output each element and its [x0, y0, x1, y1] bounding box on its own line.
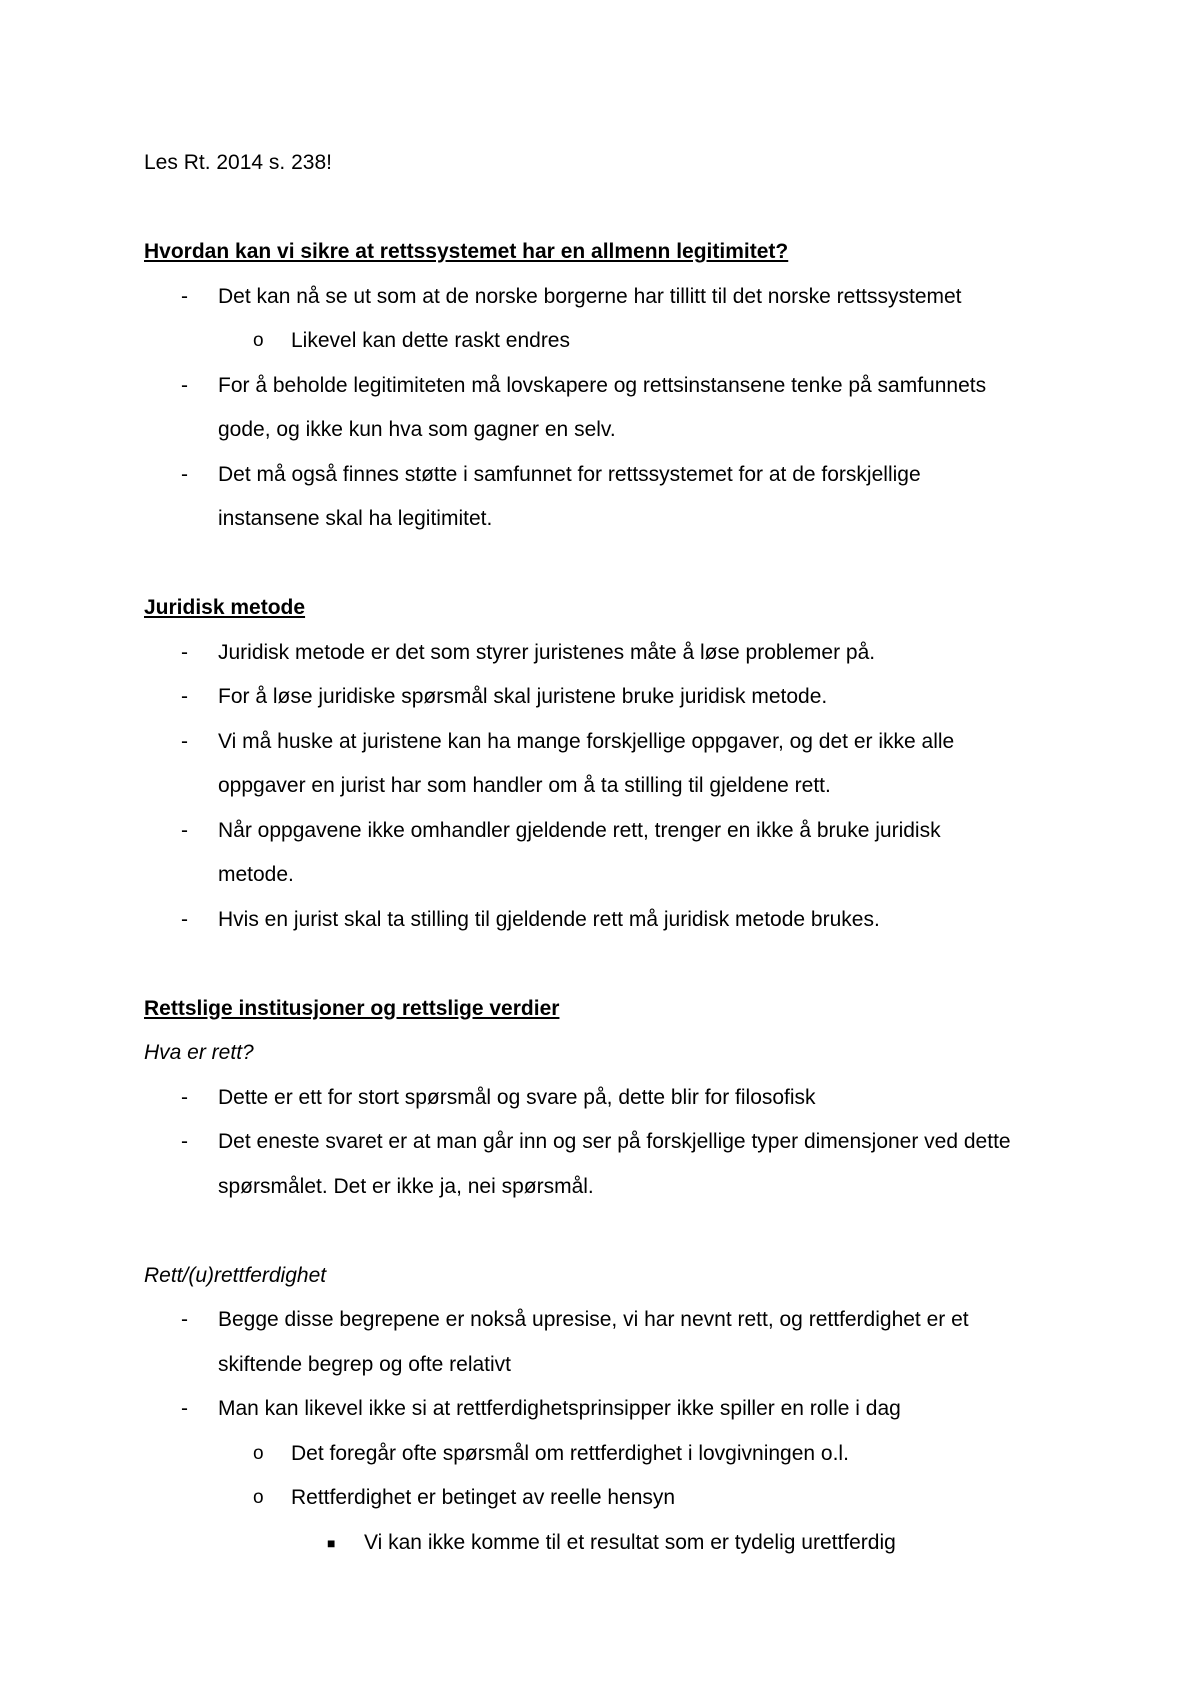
list-item-text: Det eneste svaret er at man går inn og ser på forskjellige typer dimensjoner ved dette [218, 1130, 1011, 1153]
intro-line: Les Rt. 2014 s. 238! [144, 151, 332, 174]
spacer [144, 186, 1084, 231]
list-item-text: Vi kan ikke komme til et resultat som er tydelig urettferdig [364, 1530, 896, 1554]
list-item-text: For å løse juridiske spørsmål skal juristene bruke juridisk metode. [218, 685, 828, 708]
list-item [144, 631, 1084, 676]
list-item-text: Det må også finnes støtte i samfunnet for rettssystemet for at de forskjellige [218, 462, 921, 486]
dash-bullet: - [181, 685, 188, 708]
list-item-text: Likevel kan dette raskt endres [291, 329, 570, 352]
bullet-list [144, 275, 1084, 542]
spacer [144, 942, 1084, 987]
list-item [144, 275, 1084, 364]
document-content [144, 141, 1084, 1565]
bullet-list [144, 631, 1084, 943]
dash-bullet: - [181, 640, 188, 664]
list-item-text: Rettferdighet er betinget av reelle hensyn [291, 1486, 676, 1509]
dash-bullet: - [181, 729, 188, 753]
list-item [144, 364, 1084, 453]
list-item-text: Når oppgavene ikke omhandler gjeldende rett, trenger en ikke å bruke juridisk [218, 818, 941, 842]
dash-bullet: - [181, 1130, 188, 1153]
section-heading-juridisk-metode: Juridisk metode [144, 596, 306, 619]
subheading-hva-er-rett: Hva er rett? [144, 1041, 254, 1064]
section-heading-legitimitet: Hvordan kan vi sikre at rettssystemet har en allmenn legitimitet? [144, 240, 789, 263]
list-item [144, 453, 1084, 542]
list-item-text: metode. [218, 863, 294, 886]
list-item [144, 1120, 1084, 1209]
list-item [144, 720, 1084, 809]
dash-bullet: - [181, 1308, 188, 1331]
list-item [144, 1387, 1084, 1565]
list-item-text: Vi må huske at juristene kan ha mange forskjellige oppgaver, og det er ikke alle [218, 729, 955, 753]
dash-bullet: - [181, 907, 188, 931]
spacer [144, 542, 1084, 587]
list-item [144, 319, 1084, 364]
spacer [144, 1209, 1084, 1254]
circle-bullet: o [253, 1487, 264, 1508]
bullet-list [144, 1298, 1084, 1565]
list-item-text: oppgaver en jurist har som handler om å ta stilling til gjeldene rett. [218, 774, 831, 797]
list-item-text: Det foregår ofte spørsmål om rettferdighet i lovgivningen o.l. [291, 1441, 849, 1465]
subheading-rettferdighet: Rett/(u)rettferdighet [144, 1263, 327, 1287]
list-item [144, 898, 1084, 943]
bullet-list [144, 1076, 1084, 1210]
dash-bullet: - [181, 284, 188, 308]
sub-bullet-list [144, 1432, 1084, 1566]
dash-bullet: - [181, 1085, 188, 1109]
list-item-text: For å beholde legitimiteten må lovskapere og rettsinstansene tenke på samfunnets [218, 373, 987, 397]
list-item-text: Begge disse begrepene er nokså upresise, vi har nevnt rett, og rettferdighet er et [218, 1308, 969, 1331]
list-item-text: gode, og ikke kun hva som gagner en selv. [218, 418, 616, 441]
dash-bullet: - [181, 1397, 188, 1420]
dash-bullet: - [181, 818, 188, 842]
list-item [144, 1476, 1084, 1565]
list-item-text: Dette er ett for stort spørsmål og svare på, dette blir for filosofisk [218, 1085, 816, 1109]
list-item [144, 1521, 1084, 1566]
circle-bullet: o [253, 330, 264, 351]
section-heading-rettslige-institusjoner: Rettslige institusjoner og rettslige verdier [144, 996, 560, 1020]
circle-bullet: o [253, 1442, 264, 1464]
list-item [144, 1076, 1084, 1121]
list-item [144, 1432, 1084, 1477]
sub-sub-bullet-list [144, 1521, 1084, 1566]
sub-bullet-list [144, 319, 1084, 364]
list-item-text: spørsmålet. Det er ikke ja, nei spørsmål. [218, 1174, 594, 1198]
dash-bullet: - [181, 462, 188, 486]
list-item-text: Juridisk metode er det som styrer juristenes måte å løse problemer på. [218, 640, 876, 664]
list-item-text: Man kan likevel ikke si at rettferdighetsprinsipper ikke spiller en rolle i dag [218, 1397, 901, 1420]
list-item-text: Det kan nå se ut som at de norske borgerne har tillitt til det norske rettssystemet [218, 284, 962, 308]
list-item [144, 809, 1084, 898]
list-item [144, 675, 1084, 720]
list-item [144, 1298, 1084, 1387]
square-bullet: ■ [327, 1534, 336, 1551]
dash-bullet: - [181, 373, 188, 397]
list-item-text: Hvis en jurist skal ta stilling til gjeldende rett må juridisk metode brukes. [218, 907, 880, 931]
list-item-text: skiftende begrep og ofte relativt [218, 1352, 512, 1376]
list-item-text: instansene skal ha legitimitet. [218, 507, 493, 530]
